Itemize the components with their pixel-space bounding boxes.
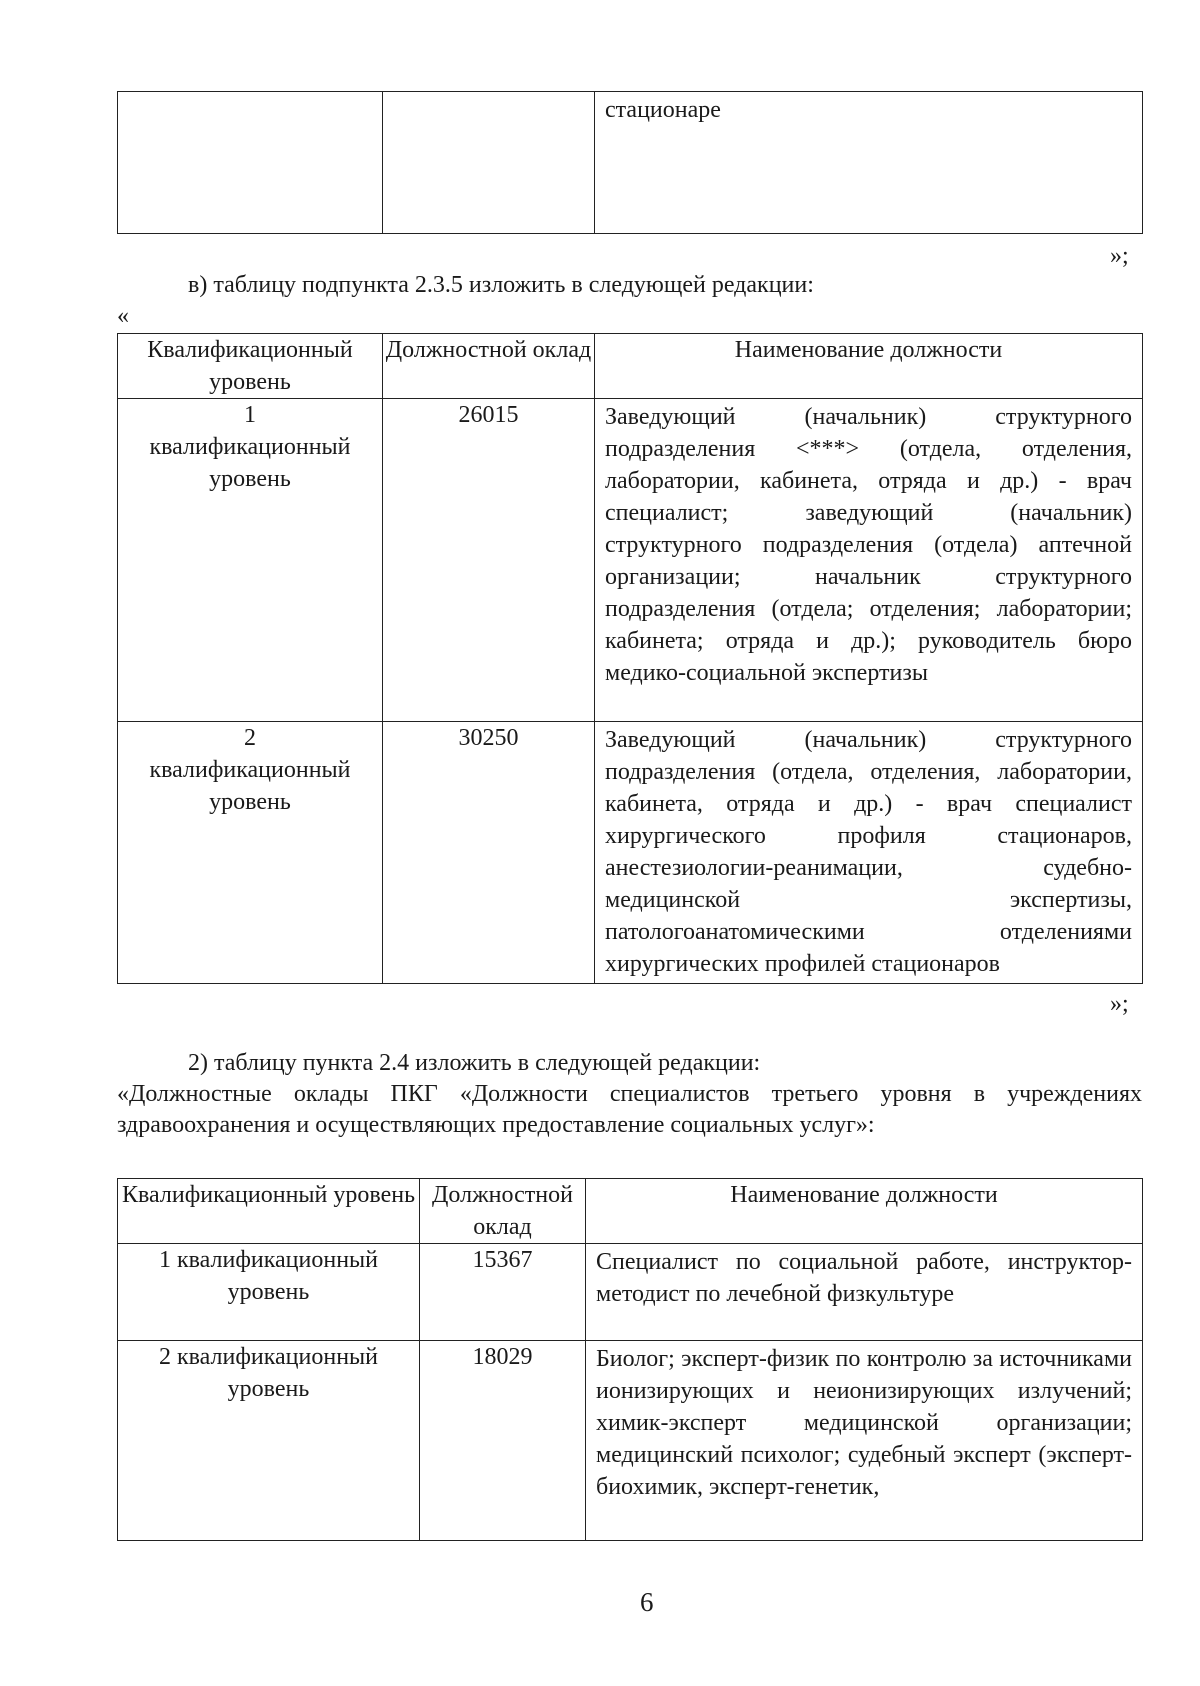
table-row bbox=[118, 399, 1143, 722]
table-qualification-levels-2 bbox=[117, 1178, 1143, 1541]
salary-cell: 18029 bbox=[420, 1341, 586, 1541]
level-cell: 1 квалификационный уровень bbox=[118, 1244, 420, 1341]
level-word: квалификационный bbox=[149, 434, 351, 460]
header-position: Наименование должности bbox=[586, 1179, 1143, 1244]
header-level: Квалификационный уровень bbox=[118, 334, 383, 399]
position-cell: Заведующий (начальник) структурного подразделения <***> (отдела, отделения, лаборатории, кабинета, отряда и др.) - врач специалист; заведующий (начальник) структурного подразделения (отдела) аптечной организации; начальник структурного подразделения (отдела; отделения; лаборатории; кабинета; отряда и др.); руководитель бюро медико-социальной экспертизы bbox=[595, 399, 1143, 722]
salary-cell: 26015 bbox=[383, 399, 595, 722]
position-cell: Биолог; эксперт-физик по контролю за источниками ионизирующих и неионизирующих излучений; химик-эксперт медицинской организации; медицинский психолог; судебный эксперт (эксперт-биохимик, эксперт-генетик, bbox=[586, 1341, 1143, 1541]
level-number: 2 bbox=[244, 725, 256, 751]
page-number: 6 bbox=[640, 1587, 654, 1617]
position-cell: Заведующий (начальник) структурного подразделения (отдела, отделения, лаборатории, кабинета, отряда и др.) - врач специалист хирургического профиля стационаров, анестезиологии-реанимации, судебно-медицинской экспертизы, патологоанатомическими отделениями хирургических профилей стационаров bbox=[595, 722, 1143, 984]
header-salary: Должностной оклад bbox=[383, 334, 595, 399]
level-cell bbox=[118, 399, 383, 722]
header-level: Квалификационный уровень bbox=[118, 1179, 420, 1244]
instruction-2: 2) таблицу пункта 2.4 изложить в следующей редакции: bbox=[188, 1050, 761, 1076]
table-row bbox=[118, 722, 1143, 984]
table-qualification-levels-1 bbox=[117, 333, 1143, 984]
level-suffix: уровень bbox=[209, 789, 291, 815]
closing-quote: »; bbox=[1110, 243, 1129, 269]
table-cell-position: стационаре bbox=[595, 92, 1143, 234]
table-header-row bbox=[118, 1179, 1143, 1244]
level-word: квалификационный bbox=[149, 757, 351, 783]
table-row bbox=[118, 1341, 1143, 1541]
level-cell: 2 квалификационный уровень bbox=[118, 1341, 420, 1541]
closing-quote: »; bbox=[1110, 991, 1129, 1017]
level-cell bbox=[118, 722, 383, 984]
salary-cell: 30250 bbox=[383, 722, 595, 984]
level-number: 1 bbox=[244, 402, 256, 428]
header-position: Наименование должности bbox=[595, 334, 1143, 399]
table-cell bbox=[118, 92, 383, 234]
table-cell bbox=[383, 92, 595, 234]
paragraph-2: «Должностные оклады ПКГ «Должности специалистов третьего уровня в учреждениях здравоохранения и осуществляющих предоставление социальных услуг»: bbox=[117, 1081, 1142, 1138]
table-row bbox=[118, 1244, 1143, 1341]
instruction-v: в) таблицу подпункта 2.3.5 изложить в следующей редакции: bbox=[188, 272, 814, 298]
header-salary: Должностной оклад bbox=[420, 1179, 586, 1244]
table-continuation bbox=[117, 91, 1143, 234]
level-suffix: уровень bbox=[209, 466, 291, 492]
position-cell: Специалист по социальной работе, инструктор-методист по лечебной физкультуре bbox=[586, 1244, 1143, 1341]
table-header-row bbox=[118, 334, 1143, 399]
table-row bbox=[118, 92, 1143, 234]
salary-cell: 15367 bbox=[420, 1244, 586, 1341]
opening-quote: « bbox=[117, 303, 129, 329]
